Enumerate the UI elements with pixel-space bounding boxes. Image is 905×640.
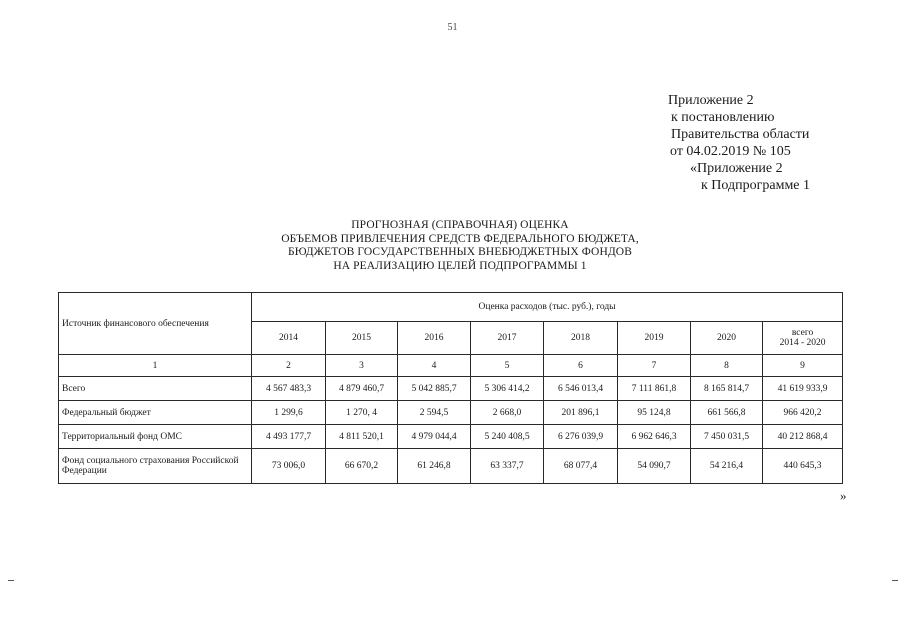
appendix-line: Приложение 2 [668,93,754,108]
table-cell: 54 216,4 [691,449,763,484]
table-cell: 2 668,0 [471,401,544,425]
table-row-federal-budget [59,401,843,425]
column-number: 2 [252,355,326,377]
year-header: 2017 [471,322,544,355]
column-number: 3 [326,355,398,377]
table-cell: 4 811 520,1 [326,425,398,449]
appendix-line: Правительства области [671,127,810,142]
table-cell: 61 246,8 [398,449,471,484]
table-cell: 201 896,1 [544,401,618,425]
source-column-header: Источник финансового обеспечения [59,293,252,355]
table-cell: 4 879 460,7 [326,377,398,401]
row-label: Федеральный бюджет [59,401,252,425]
appendix-line: к постановлению [671,110,775,125]
appendix-line: от 04.02.2019 № 105 [670,144,791,159]
appendix-header [668,92,810,194]
closing-quote: » [840,488,847,503]
total-header-range: 2014 - 2020 [779,338,826,348]
table-cell: 7 450 031,5 [691,425,763,449]
table-cell: 440 645,3 [763,449,843,484]
table-cell: 6 546 013,4 [544,377,618,401]
column-number: 5 [471,355,544,377]
year-header: 2018 [544,322,618,355]
table-cell: 966 420,2 [763,401,843,425]
table-cell: 68 077,4 [544,449,618,484]
table-cell: 4 493 177,7 [252,425,326,449]
appendix-line: «Приложение 2 [690,161,783,176]
table-cell: 41 619 933,9 [763,377,843,401]
title-line: НА РЕАЛИЗАЦИЮ ЦЕЛЕЙ ПОДПРОГРАММЫ 1 [333,259,587,272]
table-cell: 2 594,5 [398,401,471,425]
table-cell: 1 299,6 [252,401,326,425]
table-cell: 63 337,7 [471,449,544,484]
table-cell: 6 962 646,3 [618,425,691,449]
table-cell: 54 090,7 [618,449,691,484]
title-line: ОБЪЕМОВ ПРИВЛЕЧЕНИЯ СРЕДСТВ ФЕДЕРАЛЬНОГО БЮДЖЕТА, [281,232,639,245]
column-number: 8 [691,355,763,377]
year-header: 2020 [691,322,763,355]
year-header: 2019 [618,322,691,355]
table-cell: 7 111 861,8 [618,377,691,401]
year-header: 2015 [326,322,398,355]
total-header [763,322,843,355]
appendix-line: к Подпрограмме 1 [701,178,811,193]
table-cell: 5 042 885,7 [398,377,471,401]
title-line: ПРОГНОЗНАЯ (СПРАВОЧНАЯ) ОЦЕНКА [351,219,569,231]
margin-mark [892,580,898,581]
table-cell: 6 276 039,9 [544,425,618,449]
title-line: БЮДЖЕТОВ ГОСУДАРСТВЕННЫХ ВНЕБЮДЖЕТНЫХ ФОНДОВ [288,246,632,258]
estimate-column-header: Оценка расходов (тыс. руб.), годы [252,293,843,322]
table-cell: 73 006,0 [252,449,326,484]
table-cell: 40 212 868,4 [763,425,843,449]
column-number: 1 [59,355,252,377]
table-cell: 5 306 414,2 [471,377,544,401]
year-header: 2014 [252,322,326,355]
column-number: 4 [398,355,471,377]
table-cell: 8 165 814,7 [691,377,763,401]
page-number: 51 [447,22,458,33]
table-cell: 1 270, 4 [326,401,398,425]
table-row-social-insurance [59,449,843,484]
table-cell: 5 240 408,5 [471,425,544,449]
column-number: 6 [544,355,618,377]
table-row-total [59,377,843,401]
row-label: Фонд социального страхования Российской Федерации [59,449,252,484]
funding-estimate-table [58,292,843,484]
column-number: 7 [618,355,691,377]
table-cell: 661 566,8 [691,401,763,425]
table-cell: 4 567 483,3 [252,377,326,401]
row-label: Всего [59,377,252,401]
column-number: 9 [763,355,843,377]
table-row-territorial-fund [59,425,843,449]
margin-mark [8,580,14,581]
table-cell: 66 670,2 [326,449,398,484]
column-number-row [59,355,843,377]
total-header-label: всего [791,328,814,338]
table-cell: 95 124,8 [618,401,691,425]
document-title [260,219,660,273]
table-cell: 4 979 044,4 [398,425,471,449]
row-label: Территориальный фонд ОМС [59,425,252,449]
year-header: 2016 [398,322,471,355]
